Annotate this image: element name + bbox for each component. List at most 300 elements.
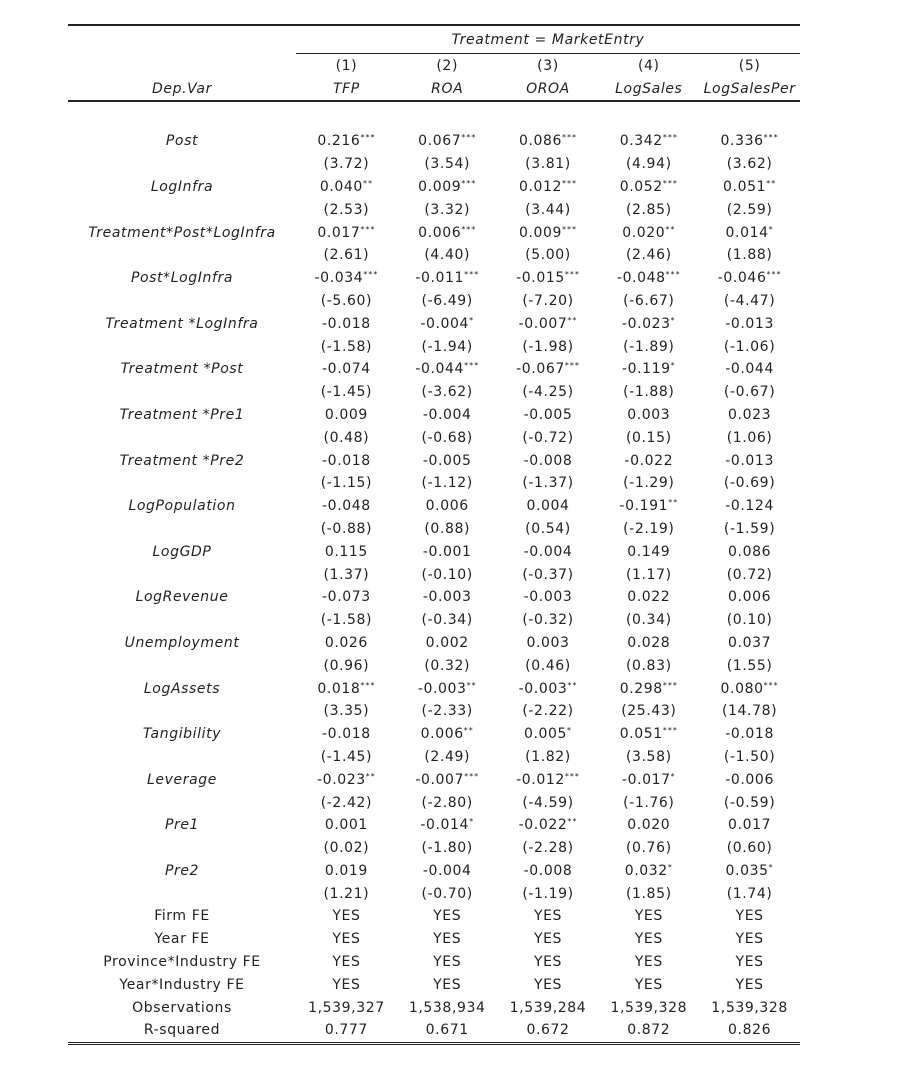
significance-stars: *** bbox=[461, 133, 477, 143]
coefficient-cell bbox=[699, 723, 800, 746]
t-statistic-cell: (-4.25) bbox=[522, 384, 574, 401]
coefficient-value: 0.009 bbox=[324, 406, 368, 423]
footer-value: YES bbox=[533, 908, 563, 925]
t-statistic-cell: (0.54) bbox=[525, 520, 571, 537]
t-statistic-cell: (3.62) bbox=[726, 156, 773, 173]
coefficient-value: 0.002 bbox=[425, 634, 469, 651]
coefficient-cell bbox=[699, 449, 800, 472]
coefficient-value: 0.009 bbox=[518, 224, 563, 241]
coefficient-cell bbox=[498, 495, 599, 518]
coefficient-value: 0.005 bbox=[523, 726, 568, 743]
significance-stars: *** bbox=[564, 771, 580, 781]
significance-stars: ** bbox=[567, 680, 578, 690]
coefficient-cell bbox=[598, 768, 699, 791]
coefficient-cell bbox=[699, 130, 800, 153]
footer-value: YES bbox=[433, 954, 462, 971]
coefficient-value: -0.003 bbox=[518, 680, 568, 697]
coefficient-row bbox=[68, 404, 800, 427]
significance-stars: ** bbox=[463, 726, 474, 736]
coefficient-value: -0.008 bbox=[523, 862, 573, 879]
significance-stars: *** bbox=[464, 361, 480, 371]
significance-stars: *** bbox=[461, 224, 477, 234]
significance-stars: *** bbox=[360, 680, 376, 690]
t-statistic-cell: (-0.69) bbox=[723, 475, 776, 492]
footer-label: Year*Industry FE bbox=[119, 976, 245, 993]
t-statistic-cell: (0.32) bbox=[424, 657, 471, 674]
coefficient-cell bbox=[699, 540, 800, 563]
t-statistic-cell: (2.46) bbox=[625, 247, 672, 264]
t-statistic-cell: (0.83) bbox=[625, 657, 672, 674]
coefficient-value: 0.052 bbox=[619, 178, 663, 195]
variable-label: Post*LogInfra bbox=[130, 270, 234, 287]
t-statistic-cell: (-1.76) bbox=[623, 794, 675, 811]
t-statistic-row bbox=[68, 290, 800, 313]
coefficient-value: 0.003 bbox=[526, 634, 570, 651]
coefficient-value: 0.017 bbox=[728, 817, 772, 834]
coefficient-cell bbox=[397, 358, 498, 381]
coefficient-cell bbox=[699, 312, 800, 335]
coefficient-value: -0.007 bbox=[518, 315, 568, 332]
footer-value: 1,539,284 bbox=[509, 999, 587, 1016]
significance-stars: *** bbox=[360, 133, 376, 143]
spacer-cell bbox=[68, 101, 800, 130]
coefficient-cell bbox=[397, 632, 498, 655]
significance-stars: ** bbox=[466, 680, 477, 690]
coefficient-cell bbox=[598, 449, 699, 472]
coefficient-row bbox=[68, 130, 800, 153]
blank-label-cell bbox=[68, 244, 296, 267]
coefficient-value: -0.044 bbox=[725, 361, 774, 378]
t-statistic-cell: (-1.06) bbox=[723, 338, 776, 355]
t-statistic-cell: (-1.59) bbox=[723, 520, 776, 537]
coefficient-cell bbox=[397, 267, 498, 290]
significance-stars: * bbox=[670, 361, 676, 371]
coefficient-value: -0.022 bbox=[624, 452, 674, 469]
coefficient-cell bbox=[598, 723, 699, 746]
blank-label-cell bbox=[68, 153, 296, 176]
coefficient-value: 0.003 bbox=[627, 406, 671, 423]
variable-label: Unemployment bbox=[124, 634, 240, 651]
blank-label-cell bbox=[68, 563, 296, 586]
footer-value: YES bbox=[533, 931, 563, 948]
significance-stars: ** bbox=[766, 178, 777, 188]
column-number-5: (5) bbox=[738, 58, 761, 74]
t-statistic-cell: (14.78) bbox=[721, 703, 778, 720]
coefficient-cell bbox=[598, 267, 699, 290]
blank-label-cell bbox=[68, 290, 296, 313]
coefficient-value: 0.006 bbox=[425, 498, 469, 515]
header-blank-cell bbox=[68, 25, 296, 54]
column-name-5: LogSalesPer bbox=[699, 78, 800, 101]
t-statistic-cell: (-4.59) bbox=[522, 794, 574, 811]
significance-stars: * bbox=[567, 726, 573, 736]
coefficient-value: 0.012 bbox=[518, 178, 563, 195]
coefficient-row bbox=[68, 632, 800, 655]
t-statistic-cell: (1.17) bbox=[625, 566, 672, 583]
footer-value: YES bbox=[634, 976, 663, 993]
coefficient-value: 0.006 bbox=[418, 224, 462, 241]
t-statistic-cell: (0.10) bbox=[726, 612, 773, 629]
t-statistic-cell: (-0.10) bbox=[421, 566, 473, 583]
coefficient-value: 0.020 bbox=[622, 224, 666, 241]
coefficient-value: -0.001 bbox=[422, 543, 472, 560]
coefficient-value: -0.119 bbox=[621, 361, 671, 378]
coefficient-value: -0.023 bbox=[317, 771, 366, 788]
blank-label-cell bbox=[68, 746, 296, 769]
t-statistic-cell: (-6.49) bbox=[421, 292, 473, 309]
column-name-row bbox=[68, 78, 800, 101]
coefficient-value: -0.046 bbox=[717, 270, 767, 287]
t-statistic-cell: (0.60) bbox=[726, 840, 773, 857]
t-statistic-row bbox=[68, 882, 800, 905]
variable-label: LogRevenue bbox=[135, 589, 229, 606]
footer-value: 0.671 bbox=[397, 1019, 498, 1043]
variable-label: LogAssets bbox=[143, 680, 221, 697]
t-statistic-cell: (3.44) bbox=[525, 201, 571, 218]
variable-label: Treatment *LogInfra bbox=[105, 315, 259, 332]
t-statistic-cell: (-1.45) bbox=[320, 748, 373, 765]
column-number-4: (4) bbox=[637, 58, 660, 74]
t-statistic-row bbox=[68, 654, 800, 677]
coefficient-cell bbox=[397, 176, 498, 199]
t-statistic-cell: (-1.89) bbox=[623, 338, 675, 355]
t-statistic-cell: (3.32) bbox=[424, 201, 471, 218]
t-statistic-cell: (3.72) bbox=[323, 156, 370, 173]
coefficient-value: 0.028 bbox=[627, 634, 671, 651]
coefficient-value: 0.023 bbox=[728, 406, 772, 423]
column-number-2: (2) bbox=[436, 58, 459, 74]
blank-label-cell bbox=[68, 472, 296, 495]
coefficient-cell bbox=[296, 723, 397, 746]
coefficient-cell bbox=[397, 814, 498, 837]
footer-label: Observations bbox=[132, 999, 232, 1016]
coefficient-row bbox=[68, 312, 800, 335]
variable-label: LogGDP bbox=[152, 543, 212, 560]
coefficient-cell bbox=[296, 312, 397, 335]
coefficient-value: 0.149 bbox=[627, 543, 671, 560]
coefficient-value: -0.004 bbox=[422, 406, 472, 423]
coefficient-value: 0.018 bbox=[317, 680, 361, 697]
t-statistic-row bbox=[68, 244, 800, 267]
coefficient-cell bbox=[598, 860, 699, 883]
coefficient-cell bbox=[296, 176, 397, 199]
t-statistic-row bbox=[68, 198, 800, 221]
t-statistic-cell: (-2.22) bbox=[522, 703, 574, 720]
coefficient-value: -0.013 bbox=[725, 315, 774, 332]
coefficient-cell bbox=[296, 814, 397, 837]
coefficient-value: 0.032 bbox=[624, 862, 668, 879]
t-statistic-cell: (0.96) bbox=[323, 657, 370, 674]
coefficient-value: -0.018 bbox=[322, 726, 371, 743]
t-statistic-row bbox=[68, 472, 800, 495]
coefficient-cell bbox=[498, 449, 599, 472]
t-statistic-cell: (-1.98) bbox=[522, 338, 574, 355]
variable-label: Treatment *Pre1 bbox=[119, 406, 245, 423]
t-statistic-cell: (-0.32) bbox=[522, 612, 574, 629]
coefficient-cell bbox=[498, 632, 599, 655]
coefficient-cell bbox=[498, 358, 599, 381]
coefficient-value: 0.014 bbox=[725, 224, 769, 241]
footer-label: Firm FE bbox=[154, 908, 210, 925]
variable-label: Treatment*Post*LogInfra bbox=[88, 224, 276, 241]
t-statistic-cell: (3.58) bbox=[625, 748, 672, 765]
t-statistic-cell: (2.59) bbox=[726, 201, 773, 218]
coefficient-cell bbox=[498, 267, 599, 290]
coefficient-cell bbox=[498, 860, 599, 883]
variable-label: Leverage bbox=[147, 771, 217, 788]
coefficient-cell bbox=[397, 586, 498, 609]
coefficient-value: -0.022 bbox=[518, 817, 568, 834]
coefficient-cell bbox=[498, 540, 599, 563]
coefficient-value: 0.001 bbox=[324, 817, 368, 834]
t-statistic-cell: (-5.60) bbox=[320, 292, 373, 309]
regression-table bbox=[68, 24, 800, 1045]
column-name-4: LogSales bbox=[598, 78, 699, 101]
significance-stars: ** bbox=[567, 315, 578, 325]
t-statistic-cell: (0.72) bbox=[726, 566, 773, 583]
coefficient-row bbox=[68, 495, 800, 518]
t-statistic-cell: (2.53) bbox=[323, 201, 370, 218]
t-statistic-cell: (2.85) bbox=[625, 201, 672, 218]
coefficient-cell bbox=[498, 312, 599, 335]
coefficient-value: 0.336 bbox=[720, 133, 764, 150]
coefficient-value: -0.034 bbox=[314, 270, 364, 287]
coefficient-value: -0.018 bbox=[322, 452, 371, 469]
coefficient-value: -0.044 bbox=[415, 361, 465, 378]
significance-stars: *** bbox=[662, 133, 678, 143]
t-statistic-cell: (-1.19) bbox=[522, 885, 574, 902]
coefficient-row bbox=[68, 586, 800, 609]
coefficient-cell bbox=[598, 677, 699, 700]
coefficient-value: 0.006 bbox=[420, 726, 464, 743]
t-statistic-cell: (-0.70) bbox=[421, 885, 473, 902]
coefficient-cell bbox=[498, 130, 599, 153]
t-statistic-cell: (-0.88) bbox=[320, 520, 373, 537]
coefficient-cell bbox=[598, 632, 699, 655]
coefficient-cell bbox=[296, 404, 397, 427]
coefficient-value: 0.115 bbox=[324, 543, 368, 560]
footer-value: YES bbox=[433, 931, 462, 948]
significance-stars: *** bbox=[562, 133, 578, 143]
t-statistic-cell: (-2.80) bbox=[421, 794, 473, 811]
coefficient-row bbox=[68, 860, 800, 883]
coefficient-row bbox=[68, 677, 800, 700]
t-statistic-cell: (0.88) bbox=[424, 520, 471, 537]
t-statistic-cell: (-1.45) bbox=[320, 384, 373, 401]
coefficient-value: -0.074 bbox=[322, 361, 371, 378]
blank-label-cell bbox=[68, 837, 296, 860]
footer-label: Year FE bbox=[154, 931, 210, 948]
coefficient-cell bbox=[397, 540, 498, 563]
t-statistic-row bbox=[68, 609, 800, 632]
footer-value: YES bbox=[735, 954, 764, 971]
blank-label-cell bbox=[68, 198, 296, 221]
coefficient-cell bbox=[296, 586, 397, 609]
coefficient-value: -0.048 bbox=[322, 498, 371, 515]
coefficient-cell bbox=[397, 677, 498, 700]
t-statistic-cell: (1.82) bbox=[525, 748, 571, 765]
footer-label: Province*Industry FE bbox=[103, 954, 261, 971]
coefficient-value: 0.035 bbox=[725, 862, 769, 879]
footer-value: YES bbox=[332, 908, 361, 925]
coefficient-value: -0.013 bbox=[725, 452, 774, 469]
significance-stars: * bbox=[469, 817, 475, 827]
treatment-header-row bbox=[68, 25, 800, 54]
variable-label: Treatment *Pre2 bbox=[119, 452, 245, 469]
coefficient-row bbox=[68, 540, 800, 563]
significance-stars: *** bbox=[763, 680, 779, 690]
table-body bbox=[68, 101, 800, 1043]
coefficient-value: 0.019 bbox=[324, 862, 368, 879]
footer-value: 1,539,328 bbox=[610, 999, 688, 1016]
coefficient-cell bbox=[699, 176, 800, 199]
table-header bbox=[68, 25, 800, 101]
footer-value: YES bbox=[533, 954, 563, 971]
footer-value: 1,539,328 bbox=[711, 999, 788, 1016]
coefficient-value: -0.124 bbox=[725, 498, 774, 515]
coefficient-cell bbox=[397, 449, 498, 472]
t-statistic-cell: (1.88) bbox=[726, 247, 773, 264]
footer-value: YES bbox=[332, 931, 361, 948]
coefficient-cell bbox=[498, 404, 599, 427]
coefficient-cell bbox=[699, 495, 800, 518]
coefficient-cell bbox=[296, 768, 397, 791]
t-statistic-cell: (-0.34) bbox=[421, 612, 473, 629]
t-statistic-cell: (-1.94) bbox=[421, 338, 473, 355]
coefficient-cell bbox=[498, 768, 599, 791]
t-statistic-cell: (-1.15) bbox=[320, 475, 373, 492]
t-statistic-cell: (-0.68) bbox=[421, 429, 473, 446]
coefficient-value: -0.018 bbox=[725, 726, 774, 743]
coefficient-value: -0.017 bbox=[621, 771, 671, 788]
t-statistic-row bbox=[68, 381, 800, 404]
t-statistic-cell: (1.85) bbox=[625, 885, 672, 902]
footer-value: YES bbox=[634, 931, 663, 948]
significance-stars: *** bbox=[562, 224, 578, 234]
coefficient-cell bbox=[296, 677, 397, 700]
coefficient-cell bbox=[699, 768, 800, 791]
coefficient-value: 0.067 bbox=[418, 133, 462, 150]
treatment-label: Treatment = MarketEntry bbox=[296, 25, 800, 54]
significance-stars: *** bbox=[464, 771, 480, 781]
blank-label-cell bbox=[68, 654, 296, 677]
footer-value: YES bbox=[433, 908, 462, 925]
coefficient-value: 0.004 bbox=[526, 498, 570, 515]
t-statistic-cell: (-0.37) bbox=[522, 566, 574, 583]
significance-stars: *** bbox=[564, 270, 580, 280]
column-name-1: TFP bbox=[296, 78, 397, 101]
coefficient-cell bbox=[498, 176, 599, 199]
coefficient-cell bbox=[498, 814, 599, 837]
significance-stars: ** bbox=[362, 178, 373, 188]
t-statistic-cell: (1.06) bbox=[726, 429, 773, 446]
coefficient-value: -0.005 bbox=[523, 406, 573, 423]
coefficient-cell bbox=[296, 860, 397, 883]
coefficient-value: -0.003 bbox=[523, 589, 573, 606]
t-statistic-cell: (3.35) bbox=[323, 703, 370, 720]
t-statistic-row bbox=[68, 837, 800, 860]
t-statistic-row bbox=[68, 791, 800, 814]
t-statistic-cell: (0.48) bbox=[323, 429, 370, 446]
coefficient-value: -0.023 bbox=[621, 315, 671, 332]
footer-value: 1,539,327 bbox=[308, 999, 385, 1016]
variable-label: Treatment *Post bbox=[120, 361, 244, 378]
coefficient-cell bbox=[598, 358, 699, 381]
coefficient-value: -0.008 bbox=[523, 452, 573, 469]
coefficient-value: -0.004 bbox=[420, 315, 470, 332]
t-statistic-cell: (-1.80) bbox=[421, 840, 473, 857]
coefficient-cell bbox=[598, 221, 699, 244]
significance-stars: *** bbox=[562, 178, 578, 188]
coefficient-row bbox=[68, 221, 800, 244]
column-name-3: OROA bbox=[498, 78, 599, 101]
coefficient-value: 0.020 bbox=[627, 817, 671, 834]
significance-stars: *** bbox=[662, 680, 678, 690]
coefficient-row bbox=[68, 723, 800, 746]
coefficient-cell bbox=[296, 358, 397, 381]
footer-value: 0.672 bbox=[498, 1019, 599, 1043]
column-name-2: ROA bbox=[397, 78, 498, 101]
coefficient-value: 0.051 bbox=[723, 178, 767, 195]
coefficient-value: -0.015 bbox=[516, 270, 565, 287]
coefficient-row bbox=[68, 267, 800, 290]
coefficient-cell bbox=[598, 404, 699, 427]
t-statistic-row bbox=[68, 518, 800, 541]
significance-stars: ** bbox=[365, 771, 376, 781]
coefficient-value: -0.067 bbox=[516, 361, 565, 378]
t-statistic-cell: (1.74) bbox=[726, 885, 773, 902]
footer-value: YES bbox=[735, 931, 764, 948]
significance-stars: ** bbox=[567, 817, 578, 827]
coefficient-value: 0.006 bbox=[728, 589, 772, 606]
footer-row bbox=[68, 973, 800, 996]
coefficient-cell bbox=[296, 130, 397, 153]
blank-label-cell bbox=[68, 381, 296, 404]
t-statistic-cell: (1.37) bbox=[323, 566, 370, 583]
coefficient-cell bbox=[598, 176, 699, 199]
footer-value: 0.826 bbox=[699, 1019, 800, 1043]
footer-value: YES bbox=[533, 976, 563, 993]
coefficient-value: 0.022 bbox=[627, 589, 671, 606]
coefficient-value: 0.017 bbox=[317, 224, 361, 241]
variable-label: LogInfra bbox=[150, 178, 214, 195]
t-statistic-cell: (-6.67) bbox=[623, 292, 675, 309]
coefficient-row bbox=[68, 176, 800, 199]
coefficient-value: -0.004 bbox=[422, 862, 472, 879]
coefficient-value: 0.086 bbox=[518, 133, 563, 150]
variable-label: LogPopulation bbox=[128, 498, 236, 515]
t-statistic-row bbox=[68, 153, 800, 176]
footer-value: YES bbox=[735, 908, 764, 925]
coefficient-cell bbox=[699, 677, 800, 700]
coefficient-cell bbox=[598, 540, 699, 563]
coefficient-cell bbox=[498, 221, 599, 244]
footer-label: R-squared bbox=[68, 1019, 296, 1043]
significance-stars: *** bbox=[461, 178, 477, 188]
significance-stars: *** bbox=[665, 270, 681, 280]
footer-row bbox=[68, 905, 800, 928]
coefficient-cell bbox=[699, 358, 800, 381]
coefficient-cell bbox=[397, 312, 498, 335]
significance-stars: * bbox=[469, 315, 475, 325]
significance-stars: *** bbox=[360, 224, 376, 234]
footer-value: 0.872 bbox=[598, 1019, 699, 1043]
coefficient-cell bbox=[397, 495, 498, 518]
coefficient-cell bbox=[397, 404, 498, 427]
significance-stars: *** bbox=[763, 133, 779, 143]
significance-stars: * bbox=[670, 315, 676, 325]
blank-label-cell bbox=[68, 700, 296, 723]
